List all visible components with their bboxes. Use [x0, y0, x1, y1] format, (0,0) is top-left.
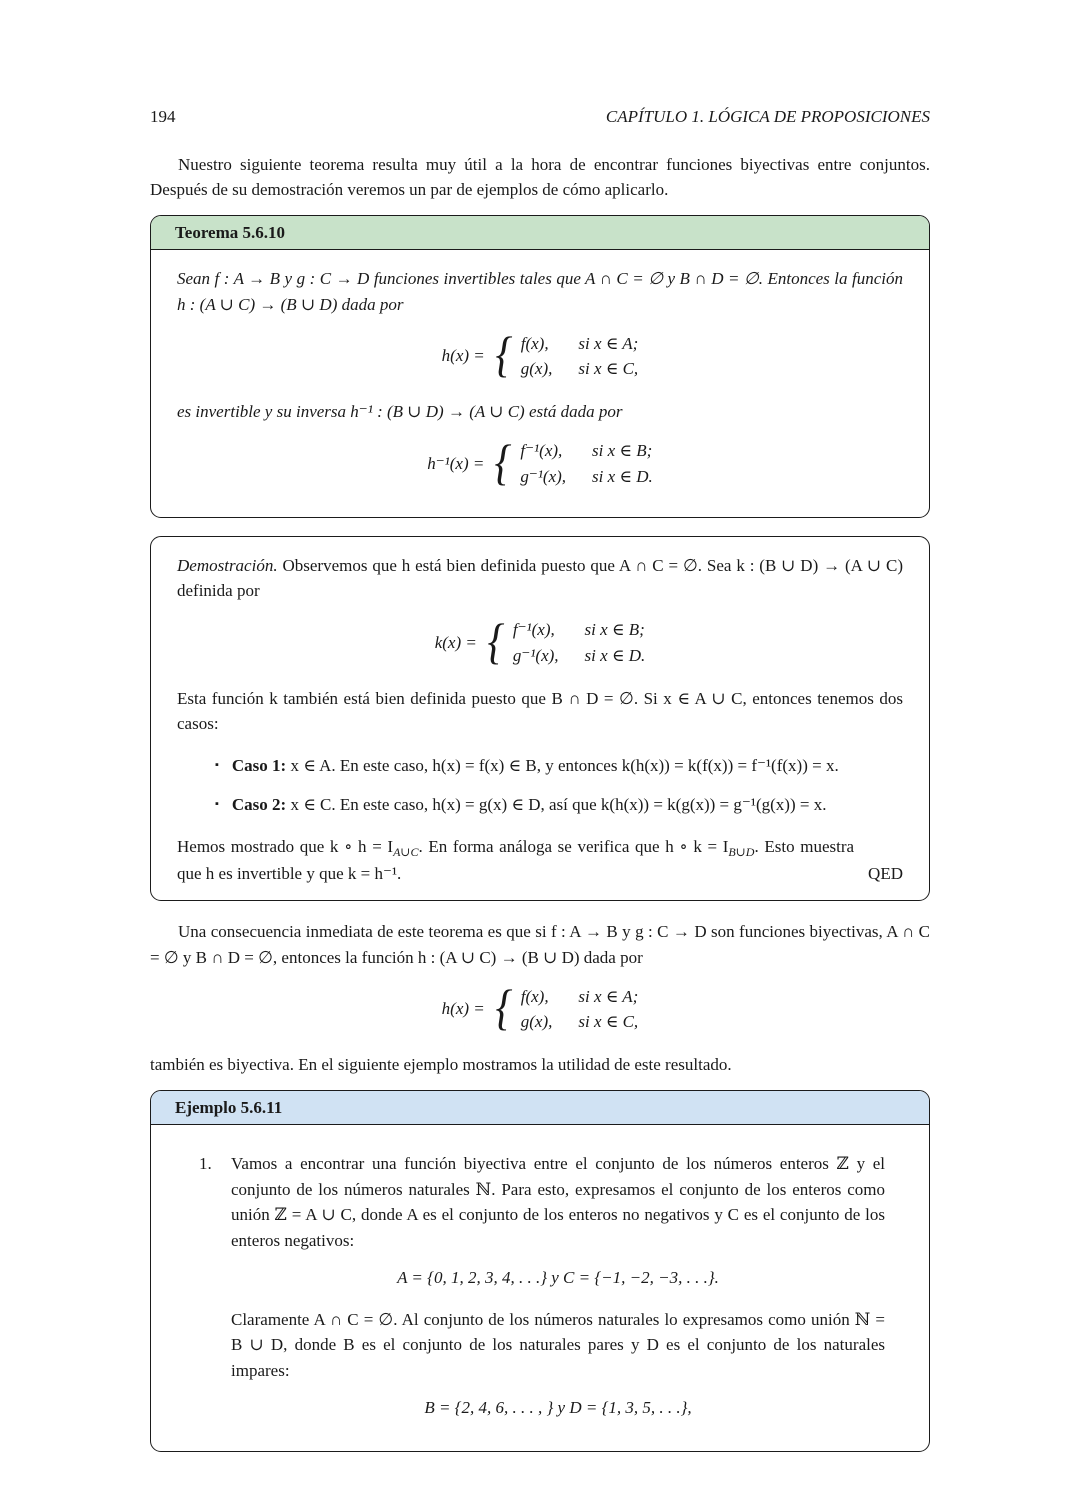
example-paragraph-2: Claramente A ∩ C = ∅. Al conjunto de los números naturales lo expresamos como unión ℕ = B ∪ D, donde B es el conjunto de los naturales pares y D es el conjunto de los naturales impares:	[231, 1309, 885, 1380]
left-brace-icon: {	[495, 979, 513, 1035]
theorem-body	[151, 250, 929, 517]
proof-conclusion-text	[177, 834, 854, 887]
sets-a-c-equation: A = {0, 1, 2, 3, 4, . . .} y C = {−1, −2, −3, . . .}.	[397, 1268, 719, 1287]
theorem-statement-2: es invertible y su inversa h⁻¹ : (B ∪ D) → (A ∪ C) está dada por	[177, 402, 623, 421]
case-expr: g(x),	[520, 359, 553, 378]
piecewise-equation-consequence	[150, 979, 930, 1036]
piecewise-equation-k	[177, 612, 903, 670]
left-brace-icon: {	[494, 433, 512, 490]
theorem-header	[151, 216, 929, 251]
example-header	[151, 1091, 929, 1126]
proof-opening	[177, 553, 903, 604]
case-2-description: x ∈ C. En este caso, h(x) = g(x) ∈ D, así que k(h(x)) = k(g(x)) = g⁻¹(g(x)) = x.	[290, 795, 827, 814]
case-cond: si x ∈ B;	[592, 441, 653, 460]
equation-lhs: h(x) =	[441, 999, 485, 1019]
case-expr: f(x),	[520, 333, 549, 353]
proof-body	[151, 537, 929, 901]
bullet-icon: ▪	[215, 758, 219, 771]
equation-lhs: h⁻¹(x) =	[427, 453, 485, 473]
equation-cases	[520, 438, 652, 489]
proof-close-b: . En forma análoga se verifica que h ∘ k = I	[418, 836, 729, 856]
intro-paragraph: Nuestro siguiente teorema resulta muy útil a la hora de encontrar funciones biyectivas entre conjuntos. Después de su demostración veremos un par de ejemplos de cómo aplicarlo.	[150, 154, 930, 199]
page-number: 194	[150, 107, 176, 126]
case-cond: si x ∈ D.	[592, 466, 653, 486]
left-brace-icon: {	[487, 612, 505, 669]
case-expr: f⁻¹(x),	[520, 441, 563, 460]
subscript-b-union-d: B∪D	[728, 844, 755, 859]
chapter-title: CAPÍTULO 1. LÓGICA DE PROPOSICIONES	[605, 107, 930, 126]
example-paragraph-1: Vamos a encontrar una función biyectiva entre el conjunto de los números enteros ℤ y el conjunto de los números naturales ℕ. Para esto, expresamos el conjunto de los enteros como unión ℤ = A ∪ C, donde A es el conjunto de los enteros no negativos y C es el conjunto de los enteros negativos:	[231, 1154, 885, 1250]
case-cond: si x ∈ D.	[584, 645, 646, 665]
piecewise-equation-h	[177, 326, 903, 383]
equation-lhs: k(x) =	[434, 632, 477, 652]
example-body	[151, 1125, 929, 1451]
bullet-icon: ▪	[215, 798, 219, 810]
case-cond: si x ∈ A;	[578, 333, 639, 353]
proof-cases-list	[177, 753, 903, 818]
equation-lhs: h(x) =	[441, 346, 485, 366]
case-cond: si x ∈ B;	[584, 620, 645, 639]
proof-text-2: Esta función k también está bien definida puesto que B ∩ D = ∅. Si x ∈ A ∪ C, entonces tenemos dos casos:	[177, 688, 903, 733]
equation-cases	[521, 331, 639, 382]
theorem-title: Teorema 5.6.10	[175, 222, 286, 242]
consequence-paragraph: Una consecuencia inmediata de este teorema es que si f : A → B y g : C → D son funciones biyectivas, A ∩ C = ∅ y B ∩ D = ∅, entonces la función h : (A ∪ C) → (B ∪ D) dada por	[150, 922, 930, 967]
case-expr: g(x),	[520, 1012, 553, 1031]
left-brace-icon: {	[495, 326, 513, 382]
theorem-box	[150, 215, 930, 518]
item-number: 1.	[199, 1154, 212, 1173]
case-2-label: Caso 2:	[231, 795, 287, 814]
equation-cases	[513, 617, 645, 668]
theorem-statement-1: Sean f : A → B y g : C → D funciones invertibles tales que A ∩ C = ∅ y B ∩ D = ∅. Entonces la función h : (A ∪ C) → (B ∪ D) dada por	[177, 269, 903, 314]
case-expr: g⁻¹(x),	[512, 645, 559, 665]
subscript-a-union-c: A∪C	[393, 844, 419, 859]
consequence-after-paragraph: también es biyectiva. En el siguiente ejemplo mostramos la utilidad de este resultado.	[150, 1055, 732, 1074]
case-1-label: Caso 1:	[231, 755, 287, 775]
sets-b-d-equation: B = {2, 4, 6, . . . , } y D = {1, 3, 5, . . .},	[424, 1398, 692, 1417]
piecewise-equation-h-inverse	[177, 433, 903, 491]
qed-marker: QED	[868, 863, 903, 883]
item-content	[231, 1151, 885, 1437]
proof-conclusion	[177, 834, 903, 887]
case-expr: f⁻¹(x),	[512, 620, 555, 639]
proof-box	[150, 536, 930, 902]
case-item-1	[215, 753, 903, 779]
case-expr: f(x),	[520, 986, 549, 1006]
example-title: Ejemplo 5.6.11	[175, 1097, 283, 1117]
case-item-2	[215, 792, 903, 818]
case-cond: si x ∈ C,	[578, 1012, 639, 1031]
case-1-text	[232, 753, 839, 779]
proof-close-a: Hemos mostrado que k ∘ h = I	[177, 836, 394, 856]
proof-close-c: . Esto muestra que h es invertible y que k = h⁻¹.	[177, 836, 855, 883]
equation-cases	[521, 984, 639, 1035]
example-item-1	[177, 1141, 903, 1441]
proof-lead: Demostración.	[177, 555, 278, 575]
proof-text-1: Observemos que h está bien definida puesto que A ∩ C = ∅. Sea k : (B ∪ D) → (A ∪ C) definida por	[177, 555, 904, 600]
case-1-description: x ∈ A. En este caso, h(x) = f(x) ∈ B, y entonces k(h(x)) = k(f(x)) = f⁻¹(f(x)) = x.	[290, 755, 839, 775]
case-cond: si x ∈ A;	[578, 986, 639, 1006]
example-box	[150, 1090, 930, 1452]
page-header	[150, 104, 930, 130]
case-expr: g⁻¹(x),	[520, 466, 567, 486]
case-cond: si x ∈ C,	[578, 359, 639, 378]
case-2-text	[232, 792, 827, 818]
